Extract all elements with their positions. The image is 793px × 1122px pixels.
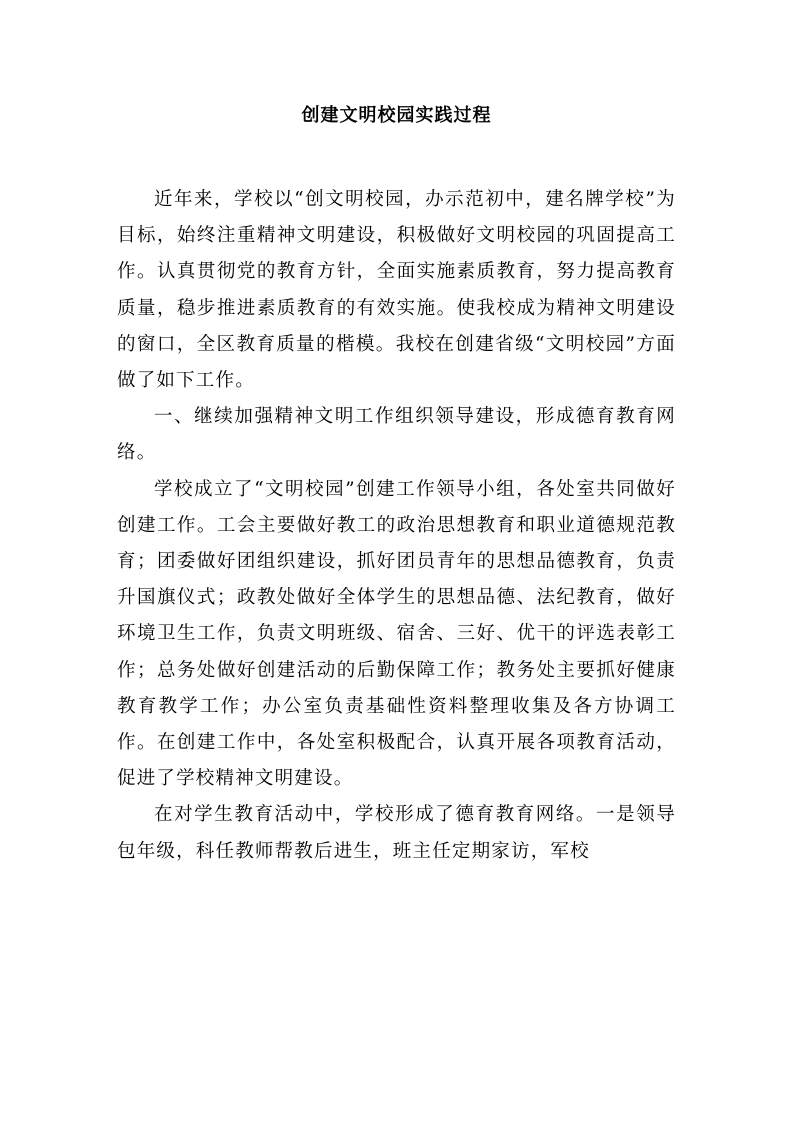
document-title: 创建文明校园实践过程	[301, 105, 492, 126]
paragraph-intro: 近年来，学校以“创文明校园，办示范初中，建名牌学校”为目标，始终注重精神文明建设，积极做好文明校园的巩固提高工作。认真贯彻党的教育方针，全面实施素质教育，努力提高教育质量，稳步推进素质教育的有效实施。使我校成为精神文明建设的窗口，全区教育质量的楷模。我校在创建省级“文明校园”方面做了如下工作。	[117, 189, 676, 392]
paragraph-section-heading-1: 一、继续加强精神文明工作组织领导建设，形成德育教育网络。	[117, 406, 676, 464]
paragraph-education-network: 在对学生教育活动中，学校形成了德育教育网络。一是领导包年级，科任教师帮教后进生，班主任定期家访，军校	[117, 804, 676, 862]
document-body	[117, 182, 676, 870]
paragraph-leadership-group: 学校成立了“文明校园”创建工作领导小组，各处室共同做好创建工作。工会主要做好教工的政治思想教育和职业道德规范教育；团委做好团组织建设，抓好团员青年的思想品德教育，负责升国旗仪式；政教处做好全体学生的思想品德、法纪教育，做好环境卫生工作，负责文明班级、宿舍、三好、优干的评选表彰工作；总务处做好创建活动的后勤保障工作；教务处主要抓好健康教育教学工作；办公室负责基础性资料整理收集及各方协调工作。在创建工作中，各处室积极配合，认真开展各项教育活动，促进了学校精神文明建设。	[117, 478, 676, 790]
